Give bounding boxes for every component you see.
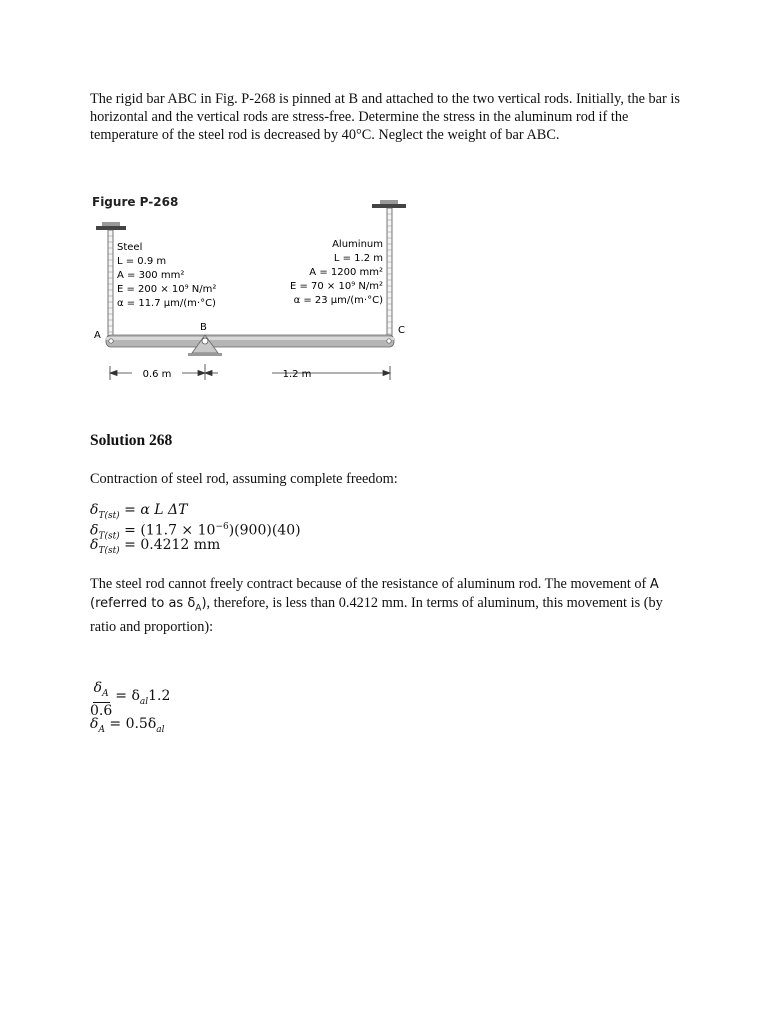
movement-explanation xyxy=(90,575,690,636)
eq5-lhs: δ xyxy=(90,716,99,732)
steel-rod xyxy=(108,230,113,340)
dim-ab-label: 0.6 m xyxy=(142,369,172,380)
eq2-tail: )(900)(40) xyxy=(228,522,301,539)
aluminum-label: Aluminum xyxy=(332,239,383,250)
aluminum-support xyxy=(372,200,406,208)
equation-result: $\delta_{T(st)} = 0.4212$ mm xyxy=(90,537,221,556)
point-a-label: A xyxy=(94,330,101,341)
eq1-sub: T(st) xyxy=(98,510,120,521)
ratio-rhs-sub: al xyxy=(139,696,149,707)
steel-support xyxy=(96,222,126,230)
rigid-bar xyxy=(106,335,394,347)
eq3-rhs: 0.4212 mm xyxy=(140,537,221,553)
eq5-rhs-sub: al xyxy=(156,724,165,735)
steel-label: Steel xyxy=(117,242,143,253)
aluminum-length: L = 1.2 m xyxy=(333,253,383,264)
aluminum-alpha: α = 23 μm/(m·°C) xyxy=(293,295,383,306)
ratio-num-sub: A xyxy=(102,688,109,699)
steel-alpha: α = 11.7 μm/(m·°C) xyxy=(117,298,216,309)
ratio-den: 0.6 xyxy=(90,702,113,719)
eq2-exp: −6 xyxy=(215,522,229,532)
para2-part2: , therefore, is less than 0.4212 mm. In terms of aluminum, this movement is (by ratio and proportion): xyxy=(90,595,663,635)
eq5-lhs-sub: A xyxy=(98,724,105,735)
contraction-text: Contraction of steel rod, assuming complete freedom: xyxy=(90,471,398,487)
para2-part1: The steel rod cannot freely contract because of the resistance of aluminum rod. The movement of xyxy=(90,576,647,592)
dim-bc-label: 1.2 m xyxy=(282,369,312,380)
steel-length: L = 0.9 m xyxy=(117,256,167,267)
ratio-rhs: = δ xyxy=(115,688,140,704)
equation-thermal-formula: $\delta_{T(st)} = \alpha$ L ΔT xyxy=(90,502,188,521)
para2-sans-text: A (referred to as δ xyxy=(90,577,659,611)
point-c-label: C xyxy=(398,325,405,336)
para2-sans-close: ) xyxy=(201,596,207,611)
point-b-label: B xyxy=(200,322,207,333)
aluminum-modulus: E = 70 × 10⁹ N/m² xyxy=(289,281,383,292)
ratio-equation xyxy=(90,680,170,719)
equation-delta-a xyxy=(90,716,165,739)
ratio-num: δ xyxy=(93,680,103,696)
eq2-rhs: (11.7 × 10 xyxy=(140,522,216,539)
ratio-fraction xyxy=(90,680,112,719)
equation-substitution: $\delta_{T(st)} = (11.7 \times 10^{-6})(900)(40)$ xyxy=(90,522,301,542)
para2-sans-sub: A xyxy=(195,603,202,614)
eq3-sub: T(st) xyxy=(98,545,120,556)
eq2-sub: T(st) xyxy=(98,531,120,542)
figure-title: Figure P-268 xyxy=(92,195,179,209)
eq1-rhs: α L ΔT xyxy=(140,502,188,518)
eq5-rhs: = 0.5δ xyxy=(104,716,157,732)
solution-heading: Solution 268 xyxy=(90,432,173,449)
aluminum-area: A = 1200 mm² xyxy=(309,267,383,278)
steel-modulus: E = 200 × 10⁹ N/m² xyxy=(117,284,217,295)
problem-statement: The rigid bar ABC in Fig. P-268 is pinned at B and attached to the two vertical rods. Initially, the bar is horizontal and the vertical rods are stress-free. Determine the stress in the aluminum rod if the temperature of the steel rod is decreased by 40°C. Neglect the weight of bar ABC. xyxy=(90,91,680,143)
ratio-rhs-val: 1.2 xyxy=(148,688,171,704)
figure-p268 xyxy=(90,190,410,390)
aluminum-rod xyxy=(387,208,392,340)
steel-area: A = 300 mm² xyxy=(117,270,185,281)
